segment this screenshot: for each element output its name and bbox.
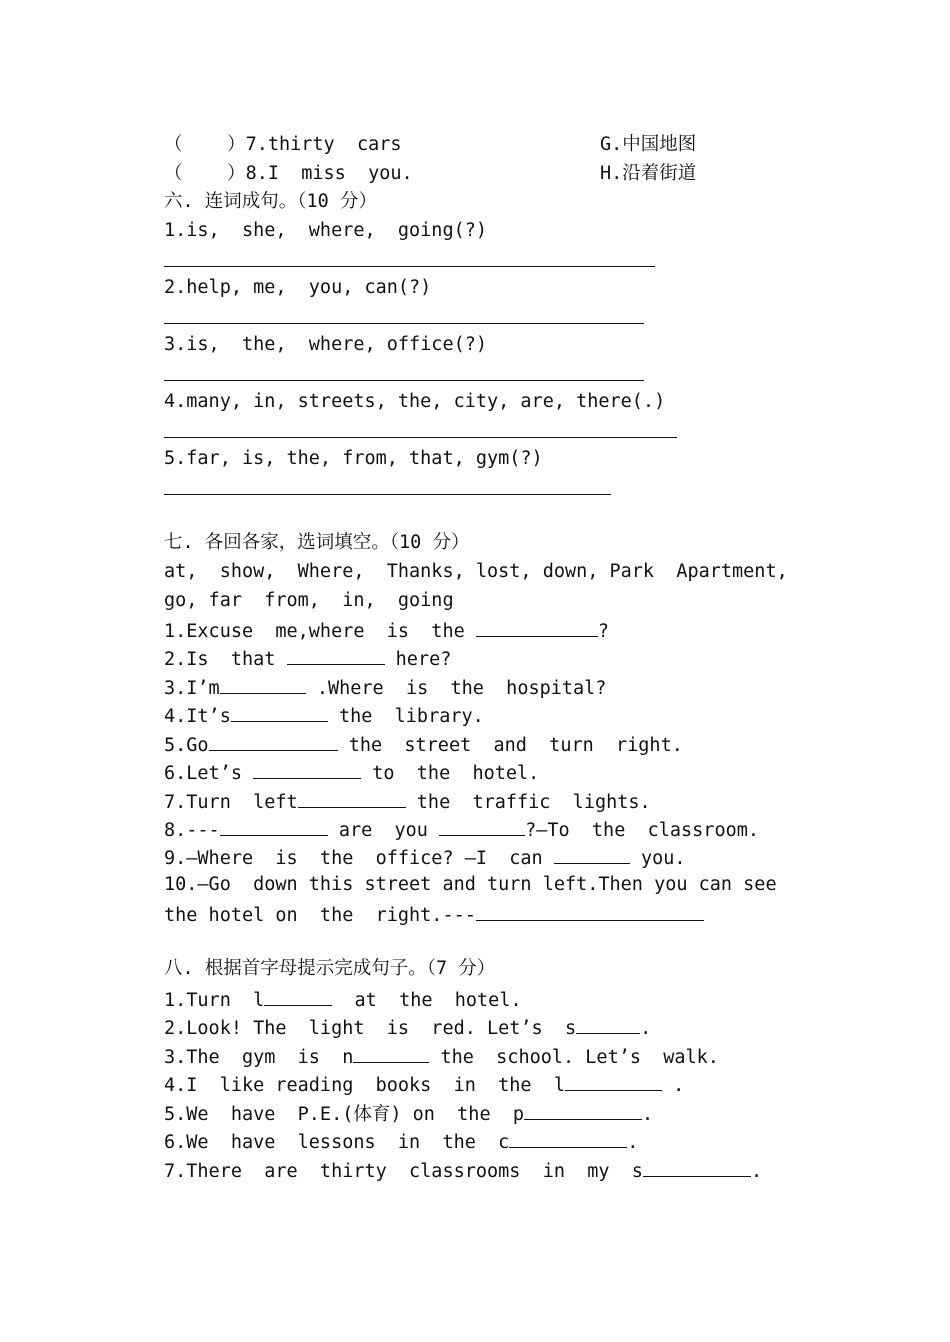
- section-7-item-10: 10.—Go down this street and turn left.Then you can see: [164, 874, 777, 895]
- item-text: 4.It’s: [164, 706, 231, 727]
- matching-item-text: 8.I miss you.: [245, 163, 413, 184]
- answer-bracket: （ ）: [164, 134, 246, 155]
- fill-blank[interactable]: [554, 845, 630, 864]
- section-7-title: 七. 各回各家，选词填空。（10 分）: [164, 532, 470, 553]
- word-bank-line-1: at, show, Where, Thanks, lost, down, Park Apartment,: [164, 561, 788, 582]
- item-text: .Where is the hospital?: [305, 678, 607, 699]
- item-text: 9.—Where is the office? –I can: [164, 848, 554, 869]
- section-6-item-5: 5.far, is, the, from, that, gym(?): [164, 448, 543, 469]
- fill-blank[interactable]: [220, 817, 328, 836]
- item-text: 5.We have P.E.(体育) on the p: [164, 1104, 525, 1125]
- answer-line[interactable]: [164, 323, 644, 324]
- answer-line[interactable]: [164, 437, 677, 438]
- item-text: .: [640, 1018, 652, 1039]
- matching-row-7: [164, 134, 402, 156]
- item-text: 4.I like reading books in the l: [164, 1075, 565, 1096]
- item-text: 6.Let’s: [164, 763, 254, 784]
- fill-blank[interactable]: [253, 760, 361, 779]
- item-text: ?: [597, 621, 610, 642]
- section-8-item-7: [164, 1158, 762, 1183]
- item-text: .: [750, 1161, 763, 1182]
- section-7-item-1: [164, 618, 609, 643]
- item-text: 5.Go: [164, 735, 209, 756]
- fill-blank[interactable]: [231, 703, 328, 722]
- fill-blank[interactable]: [298, 789, 406, 808]
- item-text: 3.I’m: [164, 678, 220, 699]
- section-6-item-3: 3.is, the, where, office(?): [164, 334, 488, 355]
- fill-blank[interactable]: [476, 902, 704, 921]
- answer-line[interactable]: [164, 380, 644, 381]
- item-text: 7.There are thirty classrooms in my s: [164, 1161, 643, 1182]
- section-6-item-1: 1.is, she, where, going(?): [164, 220, 488, 241]
- item-text: are you: [327, 820, 440, 841]
- fill-blank[interactable]: [353, 1044, 429, 1063]
- section-7-item-6: [164, 760, 539, 785]
- item-text: the school. Let’s walk.: [429, 1047, 719, 1068]
- section-8-item-3: [164, 1044, 719, 1069]
- item-text: you.: [629, 848, 686, 869]
- item-text: here?: [384, 649, 452, 670]
- matching-row-8: [164, 163, 413, 185]
- item-text: ?—To the classroom.: [525, 820, 759, 841]
- answer-bracket: （ ）: [164, 163, 246, 184]
- section-7-item-3: [164, 675, 606, 700]
- item-text: 3.The gym is n: [164, 1047, 354, 1068]
- section-8-title: 八. 根据首字母提示完成句子。（7 分）: [164, 958, 496, 979]
- section-8-item-4: [164, 1072, 684, 1097]
- section-6-item-4: 4.many, in, streets, the, city, are, there(.): [164, 391, 666, 412]
- section-8-item-2: [164, 1015, 651, 1040]
- matching-option-g: G.中国地图: [600, 134, 697, 155]
- item-text: the library.: [327, 706, 484, 727]
- item-text: the street and turn right.: [337, 735, 683, 756]
- item-text: the hotel on the right.---: [164, 905, 476, 926]
- word-bank-line-2: go, far from, in, going: [164, 590, 454, 611]
- section-6-title: 六. 连词成句。（10 分）: [164, 191, 377, 212]
- item-text: at the hotel.: [332, 990, 522, 1011]
- fill-blank[interactable]: [576, 1015, 640, 1034]
- item-text: .: [661, 1075, 685, 1096]
- section-7-item-8: [164, 817, 759, 842]
- item-text: 2.Is that: [164, 649, 287, 670]
- answer-line[interactable]: [164, 266, 655, 267]
- item-text: .: [627, 1132, 639, 1153]
- fill-blank[interactable]: [509, 1129, 627, 1148]
- fill-blank[interactable]: [220, 675, 306, 694]
- item-text: 1.Turn l: [164, 990, 265, 1011]
- item-text: 6.We have lessons in the c: [164, 1132, 510, 1153]
- matching-option-h: H.沿着街道: [600, 163, 697, 184]
- item-text: to the hotel.: [361, 763, 540, 784]
- fill-blank[interactable]: [439, 817, 525, 836]
- item-text: 1.Excuse me,where is the: [164, 621, 476, 642]
- item-text: .: [642, 1104, 654, 1125]
- fill-blank[interactable]: [524, 1101, 642, 1120]
- item-text: 7.Turn left: [164, 792, 298, 813]
- fill-blank[interactable]: [264, 987, 332, 1006]
- section-8-item-1: [164, 987, 522, 1012]
- section-7-item-7: [164, 789, 651, 814]
- item-text: 8.---: [164, 820, 220, 841]
- section-6-item-2: 2.help, me, you, can(?): [164, 277, 432, 298]
- item-text: 2.Look! The light is red. Let’s s: [164, 1018, 577, 1039]
- matching-item-text: 7.thirty cars: [245, 134, 402, 155]
- section-7-item-4: [164, 703, 484, 728]
- section-7-item-2: [164, 646, 451, 671]
- section-7-item-9: [164, 845, 686, 870]
- fill-blank[interactable]: [476, 618, 598, 637]
- section-8-item-6: [164, 1129, 638, 1154]
- fill-blank[interactable]: [287, 646, 385, 665]
- section-7-item-5: [164, 732, 683, 757]
- answer-line[interactable]: [164, 494, 611, 495]
- section-7-item-10-cont: [164, 902, 704, 927]
- fill-blank[interactable]: [209, 732, 338, 751]
- section-8-item-5: [164, 1101, 653, 1126]
- fill-blank[interactable]: [565, 1072, 662, 1091]
- fill-blank[interactable]: [643, 1158, 751, 1177]
- item-text: the traffic lights.: [405, 792, 651, 813]
